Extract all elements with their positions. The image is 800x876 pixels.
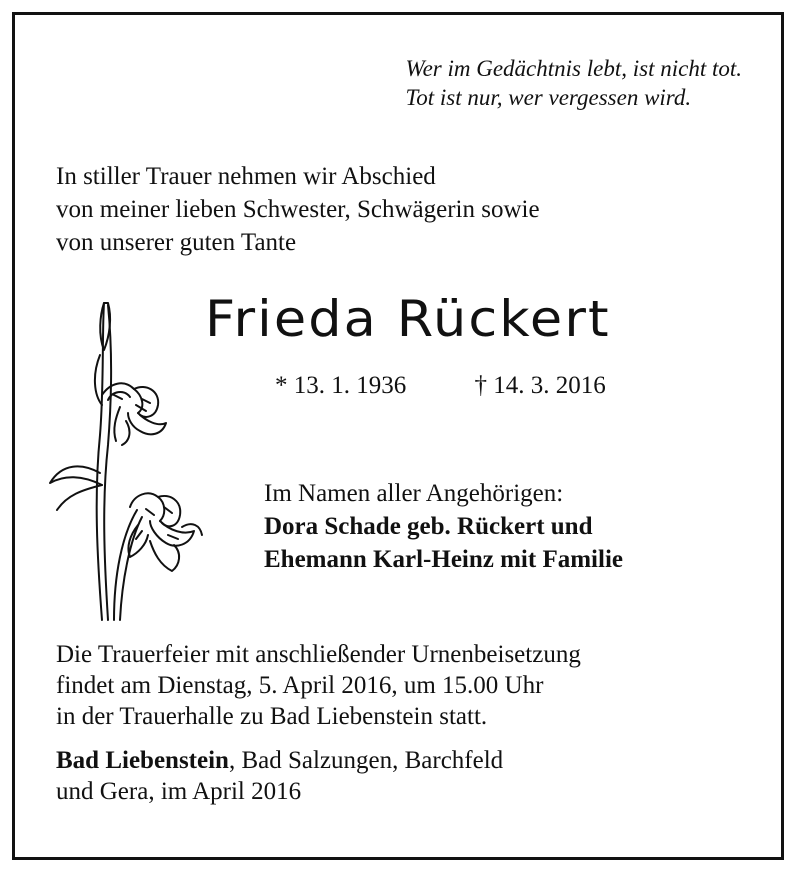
mourners-signature <box>264 477 623 576</box>
signer-name: Ehemann Karl-Heinz mit Familie <box>264 546 623 573</box>
deceased-name: Frieda Rückert <box>205 290 611 348</box>
funeral-service-info <box>56 639 581 732</box>
birth-date: * 13. 1. 1936 <box>275 372 407 399</box>
place-town: Bad Liebenstein <box>56 747 229 774</box>
intro-line: In stiller Trauer nehmen wir Abschied <box>56 163 436 190</box>
place-line <box>56 745 503 776</box>
intro-line: von unserer guten Tante <box>56 229 297 256</box>
quote-line: Wer im Gedächtnis lebt, ist nicht tot. <box>405 56 742 81</box>
farewell-intro <box>56 160 540 259</box>
service-line: findet am Dienstag, 5. April 2016, um 15.00 Uhr <box>56 672 544 699</box>
signer-name: Dora Schade geb. Rückert und <box>264 513 593 540</box>
place-others: , Bad Salzungen, Barchfeld <box>228 747 504 774</box>
iris-flower-icon <box>42 295 207 625</box>
death-date: † 14. 3. 2016 <box>474 372 606 399</box>
service-line: Die Trauerfeier mit anschließender Urnenbeisetzung <box>56 641 581 668</box>
service-line: in der Trauerhalle zu Bad Liebenstein statt. <box>56 703 488 730</box>
life-dates <box>275 372 606 400</box>
quote-line: Tot ist nur, wer vergessen wird. <box>405 85 692 110</box>
intro-line: von meiner lieben Schwester, Schwägerin sowie <box>56 196 540 223</box>
place-and-date <box>56 745 503 807</box>
signers-heading: Im Namen aller Angehörigen: <box>264 480 564 507</box>
place-date-line: und Gera, im April 2016 <box>56 778 302 805</box>
memorial-quote <box>406 54 742 112</box>
